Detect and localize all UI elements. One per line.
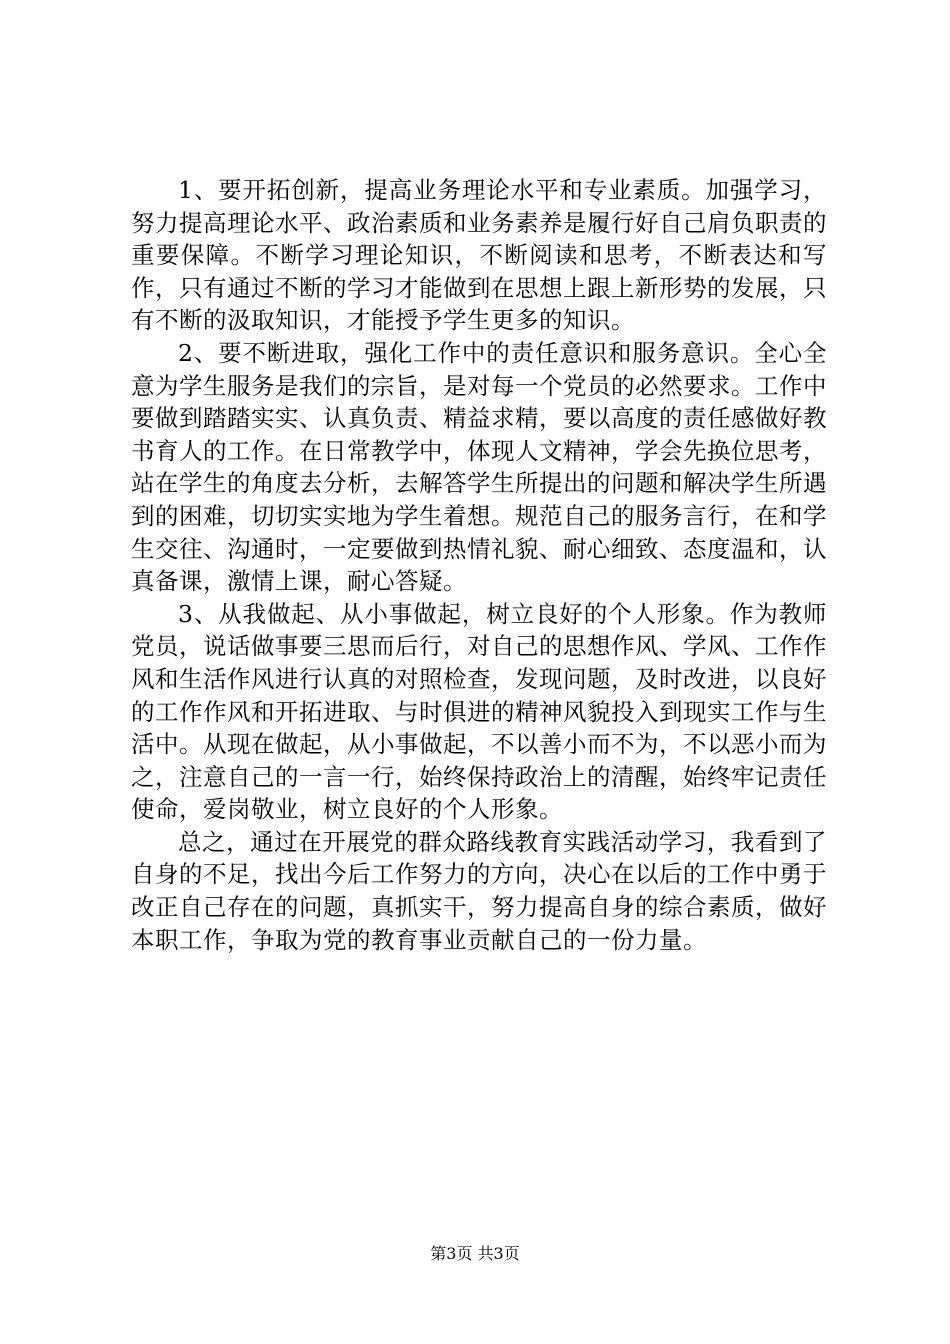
paragraph-conclusion: 总之，通过在开展党的群众路线教育实践活动学习，我看到了自身的不足，找出今后工作努力的方向，决心在以后的工作中勇于改正自己存在的问题，真抓实干，努力提高自身的综合素质，做好本职工作，争取为党的教育事业贡献自己的一份力量。 xyxy=(131,827,827,954)
document-body xyxy=(131,174,827,956)
paragraph-3: 3、从我做起、从小事做起，树立良好的个人形象。作为教师党员，说话做事要三思而后行，对自己的思想作风、学风、工作作风和生活作风进行认真的对照检查，发现问题，及时改进，以良好的工作作风和开拓进取、与时俱进的精神风貌投入到现实工作与生活中。从现在做起，从小事做起，不以善小而不为，不以恶小而为之，注意自己的一言一行，始终保持政治上的清醒，始终牢记责任使命，爱岗敬业，树立良好的个人形象。 xyxy=(131,599,827,824)
paragraph-2: 2、要不断进取，强化工作中的责任意识和服务意识。全心全意为学生服务是我们的宗旨，是对每一个党员的必然要求。工作中要做到踏踏实实、认真负责、精益求精，要以高度的责任感做好教书育人的工作。在日常教学中，体现人文精神，学会先换位思考，站在学生的角度去分析，去解答学生所提出的问题和解决学生所遇到的困难，切切实实地为学生着想。规范自己的服务言行，在和学生交往、沟通时，一定要做到热情礼貌、耐心细致、态度温和，认真备课，激情上课，耐心答疑。 xyxy=(131,338,827,596)
page-number-footer: 第3页 共3页 xyxy=(430,1244,520,1263)
paragraph-1: 1、要开拓创新，提高业务理论水平和专业素质。加强学习，努力提高理论水平、政治素质和业务素养是履行好自己肩负职责的重要保障。不断学习理论知识，不断阅读和思考，不断表达和写作，只有通过不断的学习才能做到在思想上跟上新形势的发展，只有不断的汲取知识，才能授予学生更多的知识。 xyxy=(131,176,827,335)
